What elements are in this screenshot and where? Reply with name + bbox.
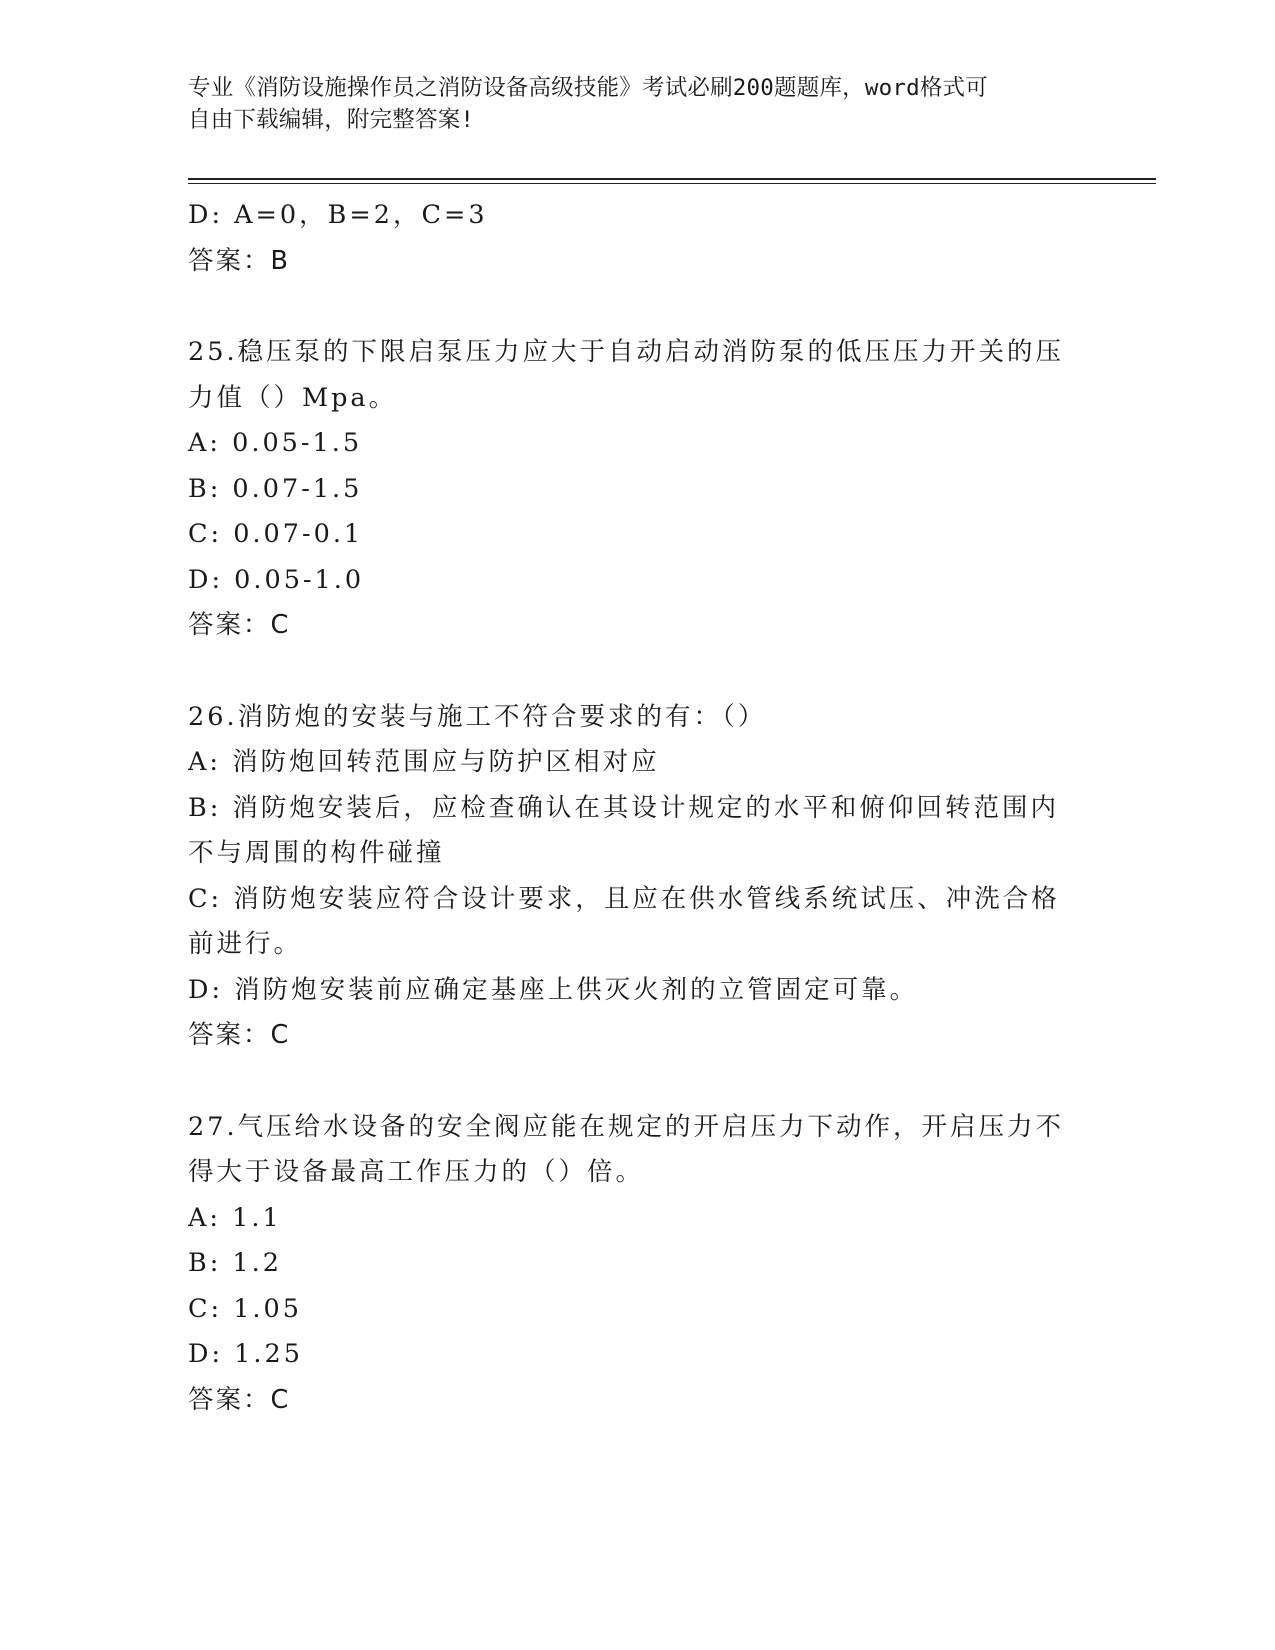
header-divider-thin	[188, 183, 1156, 184]
question-stem: 26.消防炮的安装与施工不符合要求的有：（）	[188, 701, 767, 732]
question-stem-continued: 得大于设备最高工作压力的（）倍。	[188, 1157, 645, 1187]
option-c: C: 1.05	[188, 1293, 302, 1324]
answer-line: 答案：C	[188, 1384, 291, 1415]
document-body	[188, 193, 1088, 1423]
question-stem: 25.稳压泵的下限启泵压力应大于自动启动消防泵的低压压力开关的压	[188, 337, 1065, 367]
option-d: D: A=0，B=2，C=3	[188, 200, 488, 230]
option-b-continued: 不与周围的构件碰撞	[188, 838, 445, 868]
option-d: D: 0.05-1.0	[188, 564, 365, 595]
document-header	[188, 72, 1088, 136]
header-line-2: 自由下载编辑，附完整答案!	[188, 107, 475, 133]
option-a: A: 消防炮回转范围应与防护区相对应	[188, 747, 660, 777]
question-stem-continued: 力值（）Mpa。	[188, 382, 398, 413]
option-b: B: 消防炮安装后，应检查确认在其设计规定的水平和俯仰回转范围内	[188, 792, 1059, 823]
option-a: A: 1.1	[188, 1202, 282, 1233]
question-stem: 27.气压给水设备的安全阀应能在规定的开启压力下动作，开启压力不	[188, 1111, 1065, 1142]
option-d: D: 消防炮安装前应确定基座上供灭火剂的立管固定可靠。	[188, 974, 919, 1005]
option-c: C: 0.07-0.1	[188, 519, 364, 549]
option-b: B: 0.07-1.5	[188, 473, 363, 504]
question-27	[188, 1105, 1088, 1424]
header-divider-thick	[188, 178, 1156, 180]
option-c: C: 消防炮安装应符合设计要求，且应在供水管线系统试压、冲洗合格	[188, 883, 1060, 914]
document-page	[188, 0, 1088, 1650]
option-a: A: 0.05-1.5	[188, 428, 363, 458]
answer-line: 答案：B	[188, 245, 290, 276]
option-b: B: 1.2	[188, 1248, 282, 1278]
header-line-1: 专业《消防设施操作员之消防设备高级技能》考试必刷200题题库，word格式可	[188, 75, 988, 101]
spacer	[188, 649, 1088, 695]
previous-question-tail	[188, 193, 1088, 284]
question-26	[188, 695, 1088, 1059]
option-d: D: 1.25	[188, 1339, 303, 1369]
spacer	[188, 1059, 1088, 1105]
option-c-continued: 前进行。	[188, 929, 303, 959]
question-25	[188, 330, 1088, 649]
answer-line: 答案：C	[188, 1020, 291, 1050]
answer-line: 答案：C	[188, 610, 291, 640]
spacer	[188, 284, 1088, 330]
